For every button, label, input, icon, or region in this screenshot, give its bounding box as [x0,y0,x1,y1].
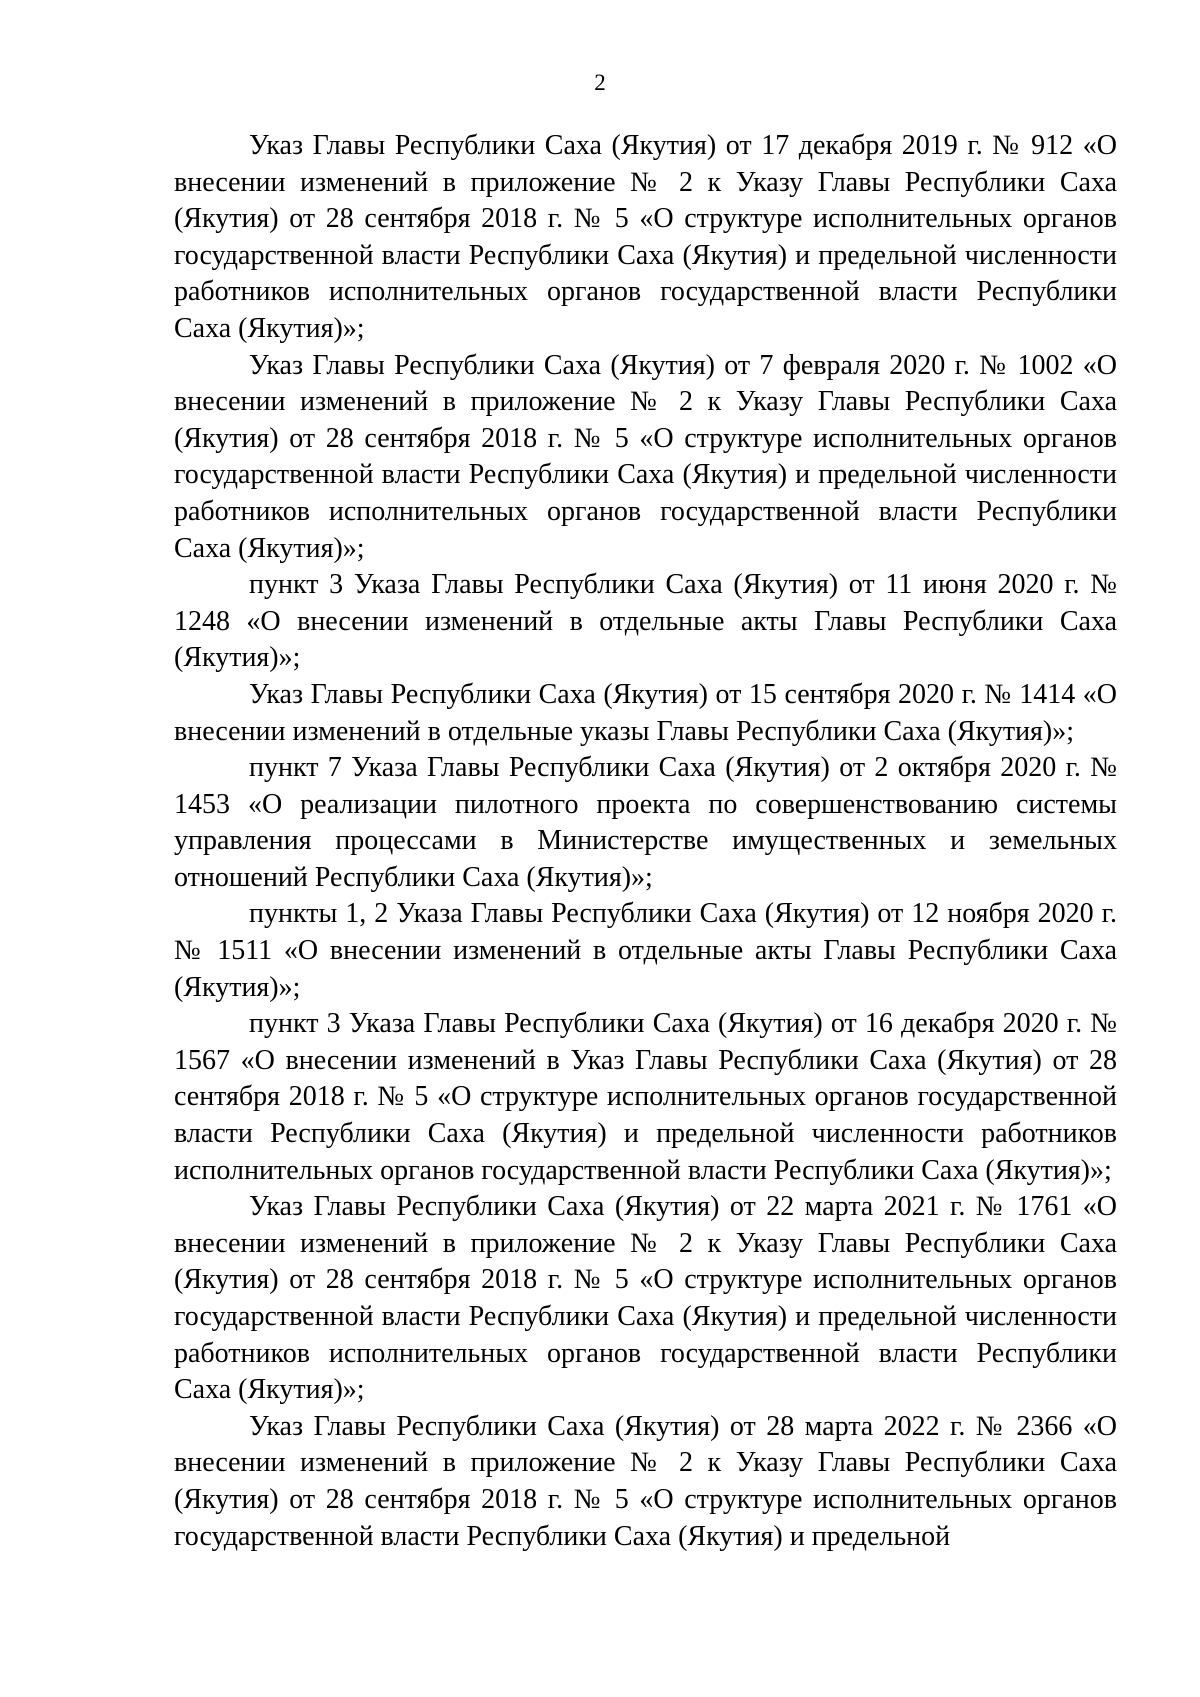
paragraph-decree-1453: пункт 7 Указа Главы Республики Саха (Якутия) от 2 октября 2020 г. № 1453 «О реализации пилотного проекта по совершенствованию системы управления процессами в Министерстве имущественных и земельных отношений Республики Саха (Якутия)»; [174,752,1117,893]
paragraph-decree-2366: Указ Главы Республики Саха (Якутия) от 28 марта 2022 г. № 2366 «О внесении изменений в приложение № 2 к Указу Главы Республики Саха (Якутия) от 28 сентября 2018 г. № 5 «О структуре исполнительных органов государственной власти Республики Саха (Якутия) и предельной [174,1410,1117,1552]
paragraph-decree-1002: Указ Главы Республики Саха (Якутия) от 7 февраля 2020 г. № 1002 «О внесении изменений в приложение № 2 к Указу Главы Республики Саха (Якутия) от 28 сентября 2018 г. № 5 «О структуре исполнительных органов государственной власти Республики Саха (Якутия) и предельной численности работников исполнительных органов государственной власти Республики Саха (Якутия)»; [174,349,1117,564]
paragraph-decree-1567: пункт 3 Указа Главы Республики Саха (Якутия) от 16 декабря 2020 г. № 1567 «О внесении изменений в Указ Главы Республики Саха (Якутия) от 28 сентября 2018 г. № 5 «О структуре исполнительных органов государственной власти Республики Саха (Якутия) и предельной численности работников исполнительных органов государственной власти Республики Саха (Якутия)»; [174,1008,1117,1186]
page-number: 2 [594,70,606,95]
document-body [174,128,1117,1555]
paragraph-decree-1761: Указ Главы Республики Саха (Якутия) от 22 марта 2021 г. № 1761 «О внесении изменений в приложение № 2 к Указу Главы Республики Саха (Якутия) от 28 сентября 2018 г. № 5 «О структуре исполнительных органов государственной власти Республики Саха (Якутия) и предельной численности работников исполнительных органов государственной власти Республики Саха (Якутия)»; [174,1191,1117,1406]
paragraph-decree-1248: пункт 3 Указа Главы Республики Саха (Якутия) от 11 июня 2020 г. № 1248 «О внесении изменений в отдельные акты Главы Республики Саха (Якутия)»; [174,569,1117,674]
paragraph-decree-1511: пункты 1, 2 Указа Главы Республики Саха (Якутия) от 12 ноября 2020 г. № 1511 «О внесении изменений в отдельные акты Главы Республики Саха (Якутия)»; [174,898,1117,1003]
paragraph-decree-912: Указ Главы Республики Саха (Якутия) от 17 декабря 2019 г. № 912 «О внесении изменений в приложение № 2 к Указу Главы Республики Саха (Якутия) от 28 сентября 2018 г. № 5 «О структуре исполнительных органов государственной власти Республики Саха (Якутия) и предельной численности работников исполнительных органов государственной власти Республики Саха (Якутия)»; [174,130,1117,344]
paragraph-decree-1414: Указ Главы Республики Саха (Якутия) от 15 сентября 2020 г. № 1414 «О внесении изменений в отдельные указы Главы Республики Саха (Якутия)»; [174,678,1117,747]
